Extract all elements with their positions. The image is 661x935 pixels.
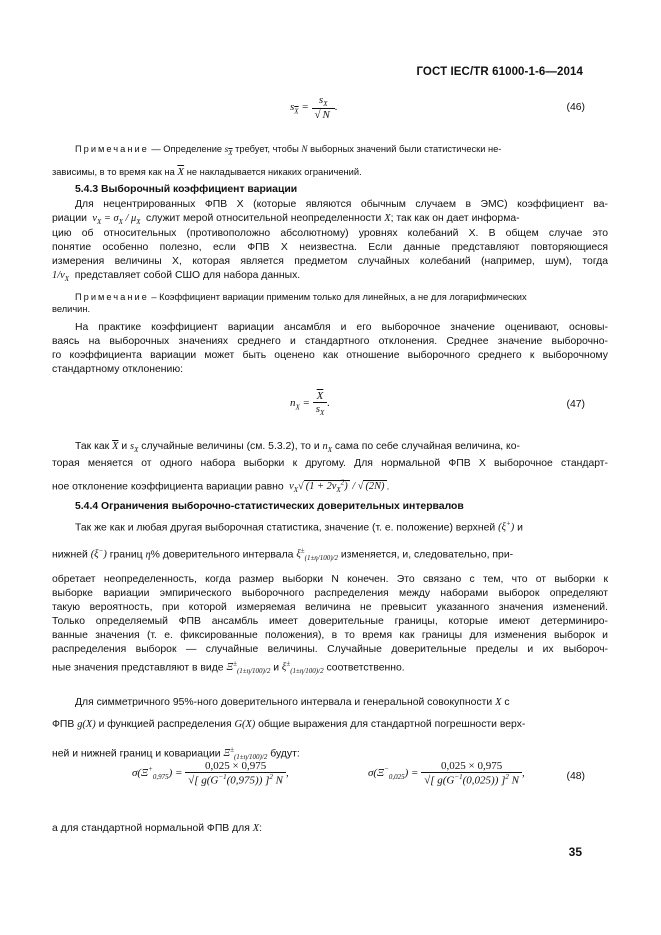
s543-line-2: риации $v_X = \sigma_X / \mu_X$ служит мерой относительной неопределенности X; так как он дает информа- <box>52 213 520 227</box>
para4-line-3: ней и нижней границ и ковариации $\Xi^\pm_{(1\pm\eta/100)/2}$ будут: <box>52 746 300 762</box>
s543-line-5: измерения величины X, которая является предметом случайных колебаний (например, шум), тогда <box>52 256 608 267</box>
s544-line-3: обретает неопределенность, когда размер выборки N конечен. Это связано с тем, что от выборки к <box>52 574 608 585</box>
para3-line-3: ное отклонение коэффициента вариации равно $v_X√$ $(1 + 2v_X^2)$ / √ (2N) . <box>52 479 390 495</box>
note-1-line-1: Примечание — Определение $s_{\overline{X}}$ требует, чтобы N выборных значений были статистически не- <box>75 144 502 157</box>
s544-line-4: выборке вариации эмпирического выборочного распределения между наборами выборок определяют <box>52 588 608 599</box>
equation-48-upper: $\sigma(\Xi^+_{0,975})$ = $\frac{0,025 \times 0,975}{√[ g(G^{-1}(0,975)) ]^2 N}$ , <box>132 760 289 787</box>
s543-line-4: понятие особенно полезно, если ФПВ X неизвестна. Если данные представляют повторяющиеся <box>52 242 608 253</box>
note-2-line-1: Примечание – Коэффициент вариации применим только для линейных, а не для логарифмических <box>75 292 527 302</box>
equation-47: $n_X$ = $\frac{\overline{X}}{s_X}$ . <box>290 390 331 418</box>
s543-line-1: Для нецентрированных ФПВ X (которые являются обычным случаем в ЭМС) коэффициент ва- <box>75 199 608 210</box>
note-2-line-2: величин. <box>52 304 91 314</box>
equation-46: $s_{\overline{X}}$ = $\frac{s_X}{√ N}$ . <box>290 94 338 122</box>
para2-line-4: стандартному отклонению: <box>52 364 184 375</box>
para4-line-1: Для симметричного 95%-ного доверительного интервала и генеральной совокупности X с <box>75 697 510 708</box>
s544-line-6: Только определяемый ФПВ ансамбль имеет доверительные границы, которые имеют детерминиро- <box>52 616 608 627</box>
para2-line-2: ваясь на выборочных значениях среднего и стандартного отклонения. Среднее значение выборочно- <box>52 336 608 347</box>
s543-line-6: $1/v_X$ представляет собой СШО для набора данных. <box>52 270 301 284</box>
page-number: 35 <box>568 845 582 859</box>
equation-number-46: (46) <box>566 102 585 113</box>
equation-number-48: (48) <box>566 771 585 782</box>
s544-line-2: нижней (ξ−) границ η% доверительного интервала $\xi^\pm_{(1\pm\eta/100)/2}$ изменяется, и, следовательно, при- <box>52 547 514 563</box>
para4-line-2: ФПВ g(X) и функцией распределения G(X) общие выражения для стандартной погрешности верх- <box>52 719 526 730</box>
s544-line-7: ванные значения (т. е. фиксированные положения), в то время как границы для изменения выборок и <box>52 630 608 641</box>
equation-number-47: (47) <box>566 399 585 410</box>
s544-line-8: распределения выборок — случайные величины. Случайные доверительные пределы и их выбороч- <box>52 644 608 655</box>
section-5-4-4-title: 5.4.4 Ограничения выборочно-статистических доверительных интервалов <box>75 501 464 512</box>
s544-line-5: такую вероятность, при которой измеряемая величина не превысит указанного значения изменений. <box>52 602 608 613</box>
section-5-4-3-title: 5.4.3 Выборочный коэффициент вариации <box>75 184 298 195</box>
para2-line-3: го коэффициента вариации может быть оценено как отношение выборочного среднего к выборочному <box>52 350 608 361</box>
para2-line-1: На практике коэффициент вариации ансамбля и его выборочное значение оценивают, основы- <box>75 322 608 333</box>
para3-line-1: Так как $\overline{X}$ и $s_X$ случайные величины (см. 5.3.2), то и $n_X$ сама по себе случайная величина, ко- <box>75 441 520 455</box>
s543-line-3: цию об относительных (противоположно абсолютному) уровнях колебаний X. В общем случае это <box>52 228 608 239</box>
note-1-line-2: зависимы, в то время как на $\overline{X}$ не накладывается никаких ограничений. <box>52 166 362 178</box>
para3-line-2: торая меняется от одного набора выборки к другому. Для нормальной ФПВ X выборочное стандарт- <box>52 458 608 469</box>
s544-line-1: Так же как и любая другая выборочная статистика, значение (т. е. положение) верхней (ξ+) и <box>75 520 523 534</box>
document-header: ГОСТ IEC/TR 61000-1-6—2014 <box>416 66 583 78</box>
s544-line-9: ные значения представляют в виде $\Xi^\pm_{(1\pm\eta/100)/2}$ и $\xi^\pm_{(1\pm\eta/100)/2}$ соответственно. <box>52 660 405 676</box>
closing-line: а для стандартной нормальной ФПВ для X: <box>52 823 262 834</box>
equation-48-lower: $\sigma(\Xi^-_{0,025})$ = $\frac{0,025 \times 0,975}{√[ g(G^{-1}(0,025)) ]^2 N}$ , <box>368 760 525 787</box>
